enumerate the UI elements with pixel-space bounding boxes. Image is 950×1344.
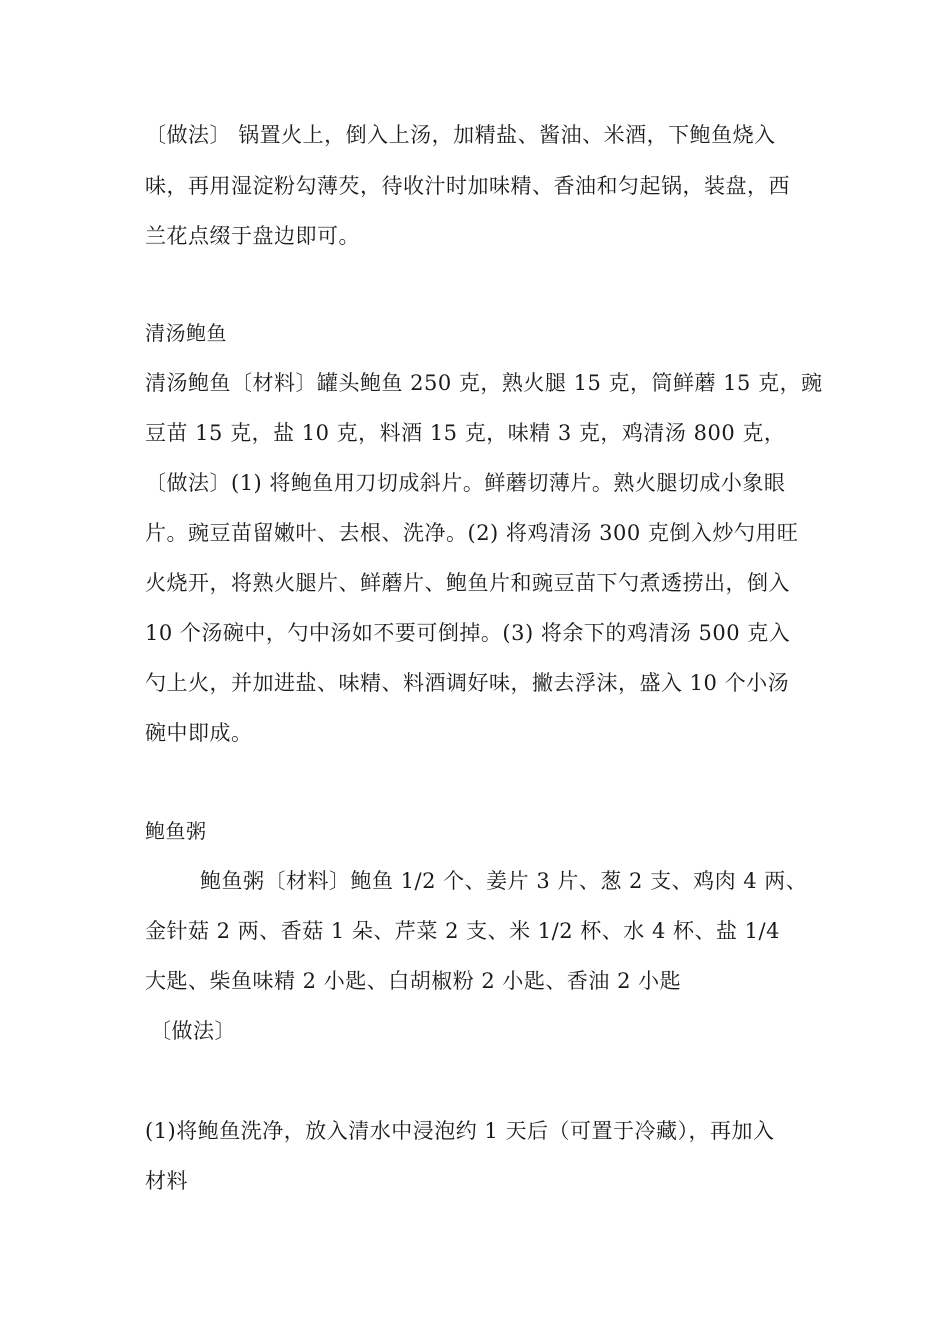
method-line-5: 勺上火，并加进盐、味精、料酒调好味，撇去浮沫，盛入 10 个小汤 [145,671,790,695]
method-line-6: 碗中即成。 [145,721,253,745]
method-heading: 〔做法〕 [150,1019,236,1043]
ingredients-line-2: 豆苗 15 克，盐 10 克，料酒 15 克，味精 3 克，鸡清汤 800 克， [145,421,786,445]
method-line-1: 〔做法〕 锅置火上，倒入上汤，加精盐、酱油、米酒，下鲍鱼烧入 [145,123,776,147]
ingredients-line-3: 大匙、柴鱼味精 2 小匙、白胡椒粉 2 小匙、香油 2 小匙 [145,969,682,993]
ingredients-line-1: 鲍鱼粥〔材料〕鲍鱼 1/2 个、姜片 3 片、葱 2 支、鸡肉 4 两、 [200,869,808,893]
method-line-4: 10 个汤碗中，勺中汤如不要可倒掉。(3) 将余下的鸡清汤 500 克入 [145,621,791,645]
recipe-title-clear-soup-abalone: 清汤鲍鱼 [145,321,227,345]
method-line-1: 〔做法〕(1) 将鲍鱼用刀切成斜片。鲜蘑切薄片。熟火腿切成小象眼 [145,471,786,495]
method-line-3: 火烧开，将熟火腿片、鲜蘑片、鲍鱼片和豌豆苗下勺煮透捞出，倒入 [145,571,790,595]
method-line-2: 片。豌豆苗留嫩叶、去根、洗净。(2) 将鸡清汤 300 克倒入炒勺用旺 [145,521,799,545]
ingredients-line-1: 清汤鲍鱼〔材料〕罐头鲍鱼 250 克，熟火腿 15 克，筒鲜蘑 15 克，豌 [145,371,823,395]
method-line-3: 兰花点缀于盘边即可。 [145,224,360,248]
ingredients-line-2: 金针菇 2 两、香菇 1 朵、芹菜 2 支、米 1/2 杯、水 4 杯、盐 1/4 [145,919,780,943]
step-line-1: (1)将鲍鱼洗净，放入清水中浸泡约 1 天后（可置于冷藏），再加入 [145,1119,775,1143]
step-line-2: 材料 [145,1169,188,1193]
method-line-2: 味，再用湿淀粉勾薄芡，待收汁时加味精、香油和匀起锅，装盘，西 [145,174,790,198]
recipe-title-abalone-porridge: 鲍鱼粥 [145,819,207,843]
